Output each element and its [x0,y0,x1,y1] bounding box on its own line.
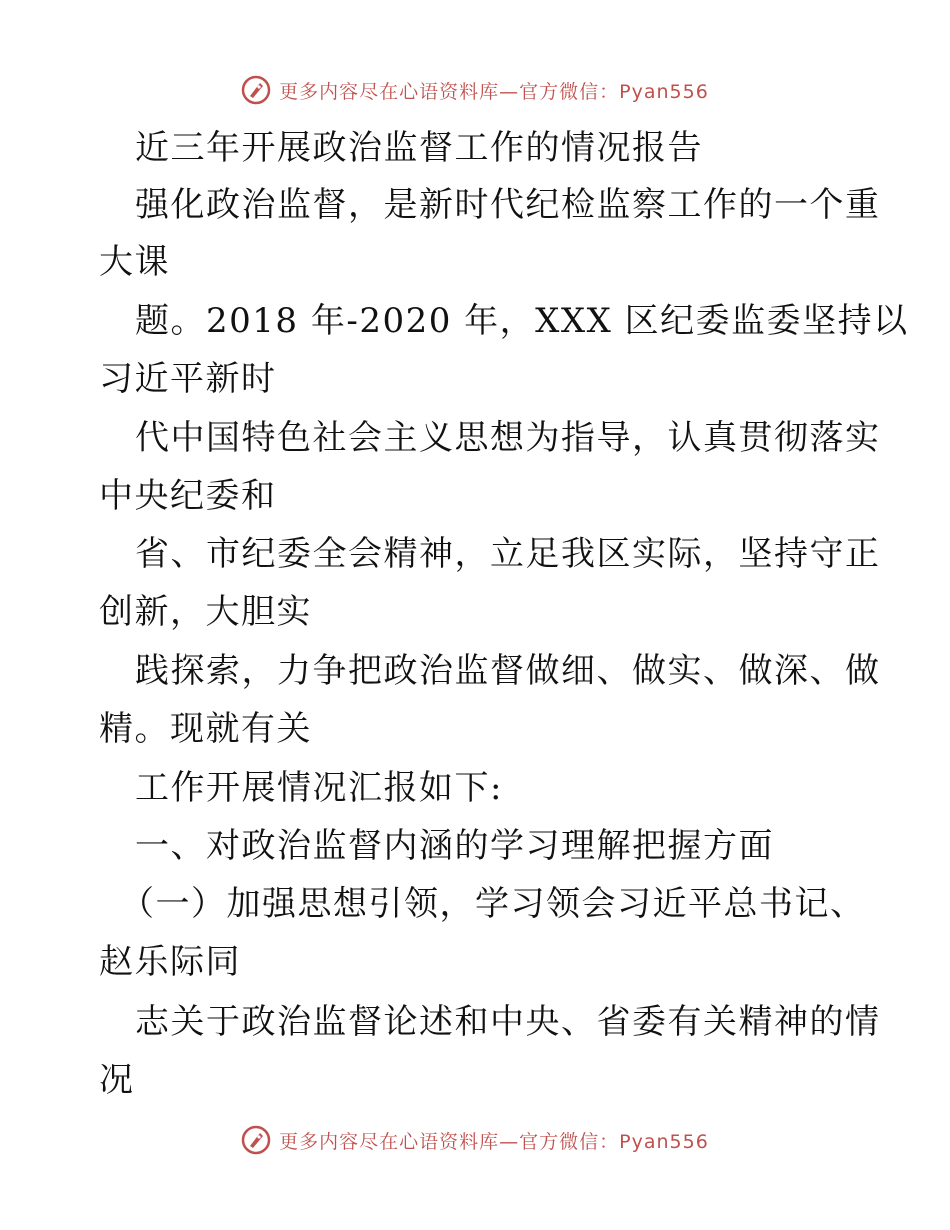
paragraph-line: 赵乐际同 [99,942,241,982]
section-heading: 一、对政治监督内涵的学习理解把握方面 [135,826,774,866]
watermark-text: 更多内容尽在心语资料库—官方微信：Pyan556 [279,80,709,103]
paragraph-line: 大课 [99,242,170,282]
paragraph-line: 况 [99,1060,135,1100]
watermark-banner-top [0,70,950,110]
paragraph-line: 省、市纪委全会精神，立足我区实际，坚持守正 [135,534,881,574]
paragraph-line: 工作开展情况汇报如下: [135,768,503,808]
watermark-banner-bottom [0,1120,950,1160]
document-title: 近三年开展政治监督工作的情况报告 [135,128,703,168]
paragraph-line: 践探索，力争把政治监督做细、做实、做深、做 [135,651,881,691]
watermark-text: 更多内容尽在心语资料库—官方微信：Pyan556 [279,1130,709,1153]
paragraph-line: 强化政治监督，是新时代纪检监察工作的一个重 [135,185,881,225]
subsection-heading: （一）加强思想引领，学习领会习近平总书记、 [120,884,866,924]
paragraph-line: 习近平新时 [99,359,277,399]
pen-nib-logo-icon [241,75,271,105]
paragraph-line: 志关于政治监督论述和中央、省委有关精神的情 [135,1002,881,1042]
pen-nib-logo-icon [241,1125,271,1155]
paragraph-line: 精。现就有关 [99,709,312,749]
paragraph-line: 代中国特色社会主义思想为指导，认真贯彻落实 [135,418,881,458]
paragraph-line: 题。2018 年-2020 年，XXX 区纪委监委坚持以 [135,301,909,341]
paragraph-line: 中央纪委和 [99,476,277,516]
paragraph-line: 创新，大胆实 [99,592,312,632]
